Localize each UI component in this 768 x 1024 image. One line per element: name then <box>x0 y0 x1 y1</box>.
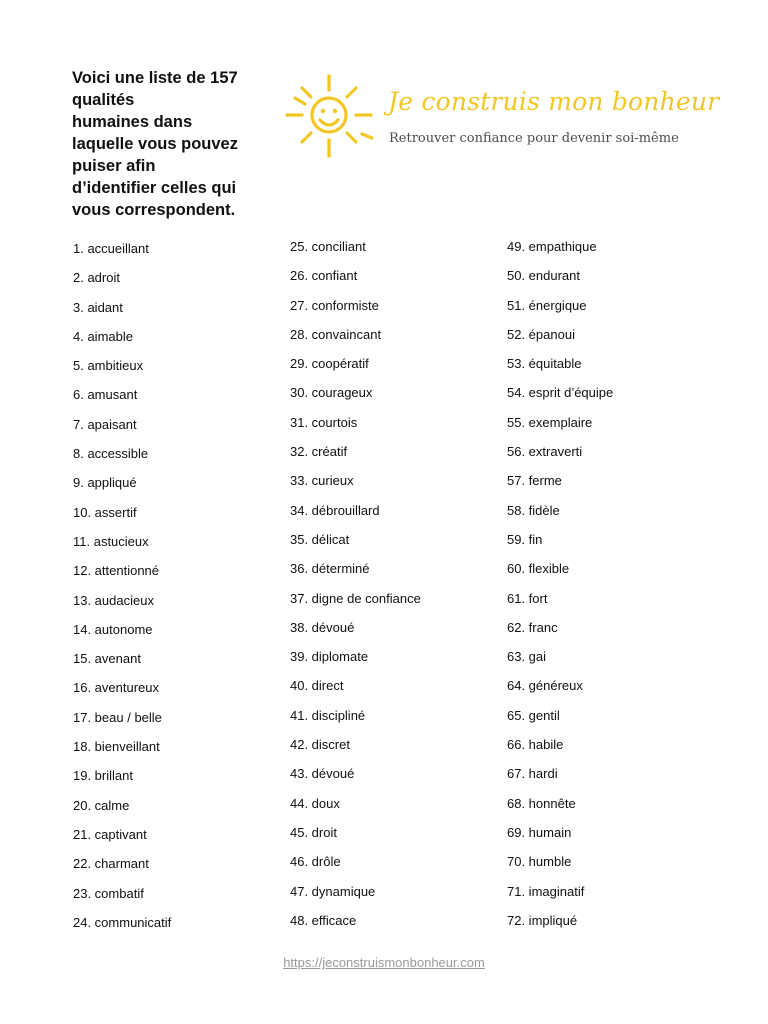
list-item: 37. digne de confiance <box>290 590 421 606</box>
list-item: 4. aimable <box>73 328 133 344</box>
qualities-column-2 <box>290 232 421 935</box>
list-item: 7. apaisant <box>73 416 137 432</box>
list-item: 13. audacieux <box>73 592 154 608</box>
list-item: 29. coopératif <box>290 356 369 372</box>
list-item: 46. drôle <box>290 854 341 870</box>
list-item: 62. franc <box>507 619 558 635</box>
list-item: 16. aventureux <box>73 680 160 696</box>
list-item: 41. discipliné <box>290 707 366 723</box>
list-item: 28. convaincant <box>290 326 382 342</box>
list-item: 70. humble <box>507 854 572 870</box>
list-item: 49. empathique <box>507 239 597 254</box>
list-item: 40. direct <box>290 678 344 694</box>
list-item: 68. honnête <box>507 795 576 811</box>
list-item: 44. doux <box>290 795 340 811</box>
list-item: 43. dévoué <box>290 766 355 782</box>
list-item: 18. bienveillant <box>73 739 160 755</box>
list-item: 65. gentil <box>507 707 560 723</box>
list-item: 58. fidèle <box>507 502 560 518</box>
list-item: 66. habile <box>507 737 564 753</box>
list-item: 38. dévoué <box>290 619 355 635</box>
brand-logo[interactable] <box>285 74 745 164</box>
list-item: 52. épanoui <box>507 326 575 342</box>
list-item: 26. confiant <box>290 268 358 284</box>
list-item: 9. appliqué <box>73 475 137 491</box>
qualities-column-3 <box>507 232 613 935</box>
list-item: 36. déterminé <box>290 561 370 577</box>
list-item: 8. accessible <box>73 446 149 462</box>
list-item: 47. dynamique <box>290 883 376 899</box>
list-item: 54. esprit d’équipe <box>507 385 614 401</box>
list-item: 57. ferme <box>507 473 562 489</box>
list-item: 2. adroit <box>73 270 120 286</box>
list-item: 20. calme <box>73 797 130 813</box>
list-item: 69. humain <box>507 824 572 840</box>
intro-text: Voici une liste de 157 qualités humaines dans laquelle vous pouvez puiser afin d’identifier celles qui vous correspondent. <box>72 69 238 219</box>
list-item: 12. attentionné <box>73 563 160 579</box>
list-item: 39. diplomate <box>290 649 369 665</box>
qualities-column-1 <box>73 234 171 937</box>
list-item: 32. créatif <box>290 444 348 460</box>
list-item: 10. assertif <box>73 504 137 520</box>
brand-tagline: Retrouver confiance pour devenir soi-même <box>389 131 679 146</box>
list-item: 64. généreux <box>507 678 583 694</box>
list-item: 45. droit <box>290 824 337 840</box>
list-item: 30. courageux <box>290 385 373 401</box>
list-item: 50. endurant <box>507 268 581 284</box>
list-item: 5. ambitieux <box>73 358 144 374</box>
list-item: 34. débrouillard <box>290 502 380 518</box>
list-item: 19. brillant <box>73 768 133 784</box>
list-item: 31. courtois <box>290 414 358 430</box>
list-item: 24. communicatif <box>73 914 172 930</box>
list-item: 55. exemplaire <box>507 414 593 430</box>
list-item: 3. aidant <box>73 299 123 315</box>
list-item: 22. charmant <box>73 856 149 872</box>
list-item: 17. beau / belle <box>73 709 162 725</box>
list-item: 1. accueillant <box>73 241 149 256</box>
list-item: 23. combatif <box>73 885 144 901</box>
list-item: 33. curieux <box>290 473 354 489</box>
list-item: 35. délicat <box>290 531 350 547</box>
list-item: 53. équitable <box>507 356 582 372</box>
list-item: 61. fort <box>507 590 548 606</box>
list-item: 56. extraverti <box>507 444 583 460</box>
list-item: 15. avenant <box>73 651 141 667</box>
list-item: 42. discret <box>290 737 350 753</box>
list-item: 71. imaginatif <box>507 883 585 899</box>
list-item: 11. astucieux <box>73 533 149 549</box>
list-item: 25. conciliant <box>290 239 366 254</box>
list-item: 72. impliqué <box>507 912 578 928</box>
list-item: 51. énergique <box>507 297 587 313</box>
list-item: 21. captivant <box>73 826 147 842</box>
brand-title: Je construis mon bonheur <box>388 87 720 116</box>
list-item: 63. gai <box>507 649 547 665</box>
list-item: 60. flexible <box>507 561 570 577</box>
website-link[interactable]: https://jeconstruismonbonheur.com <box>283 955 485 970</box>
list-item: 67. hardi <box>507 766 558 782</box>
smiling-sun-icon <box>285 74 381 160</box>
list-item: 27. conformiste <box>290 297 379 313</box>
list-item: 6. amusant <box>73 387 138 403</box>
list-item: 59. fin <box>507 531 543 547</box>
list-item: 14. autonome <box>73 621 153 637</box>
list-item: 48. efficace <box>290 912 357 928</box>
